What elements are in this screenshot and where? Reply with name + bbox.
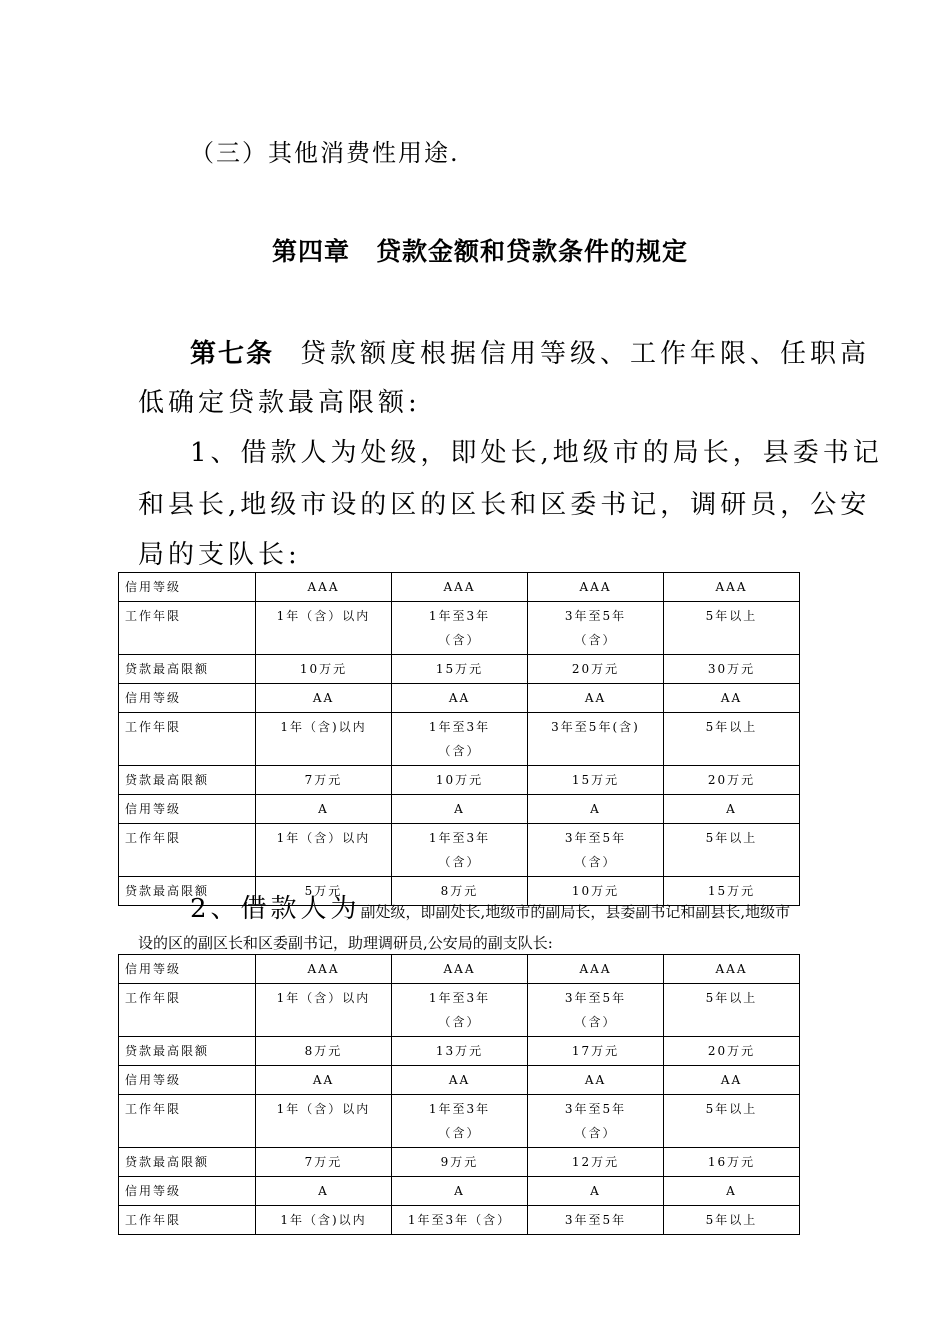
paragraph-2-prefix: 2、借款人为 <box>190 894 361 924</box>
table-cell: 7万元 <box>256 766 392 795</box>
table-cell: 1年（含）以内 <box>256 1095 392 1148</box>
table-cell: 3年至5年 （含） <box>528 1095 664 1148</box>
table-cell: A <box>664 1177 800 1206</box>
paragraph-1-line-3: 局的支队长: <box>138 540 301 570</box>
paragraph-1-line-2: 和县长,地级市设的区的区长和区委书记，调研员，公安 <box>138 490 871 520</box>
table-row <box>119 955 800 984</box>
table-cell: 30万元 <box>664 655 800 684</box>
article-7-text: 贷款额度根据信用等级、工作年限、任职高 <box>300 339 871 369</box>
table-cell: 1年至3年 （含） <box>392 984 528 1037</box>
table-cell: A <box>256 1177 392 1206</box>
table-cell: 20万元 <box>528 655 664 684</box>
table-cell: 1年（含）以内 <box>256 824 392 877</box>
table-cell: 16万元 <box>664 1148 800 1177</box>
table-cell: AA <box>256 1066 392 1095</box>
row-label-cell: 信用等级 <box>119 684 256 713</box>
table-cell: 1年（含)以内 <box>256 713 392 766</box>
table-row <box>119 713 800 766</box>
table-cell: 12万元 <box>528 1148 664 1177</box>
chapter-title: 第四章 贷款金额和贷款条件的规定 <box>272 237 689 266</box>
table-row <box>119 1095 800 1148</box>
table-row <box>119 1037 800 1066</box>
paragraph-2-line-2: 设的区的副区长和区委副书记，助理调研员,公安局的副支队长: <box>138 934 553 952</box>
table-cell: AAA <box>664 955 800 984</box>
table-cell: 1年至3年（含） <box>392 1206 528 1235</box>
table-row <box>119 1066 800 1095</box>
table-cell: AAA <box>256 573 392 602</box>
table-cell: 1年（含)以内 <box>256 1206 392 1235</box>
table-cell: A <box>256 795 392 824</box>
table-cell: AA <box>664 1066 800 1095</box>
table-cell: 3年至5年 （含） <box>528 602 664 655</box>
table-cell: 1年至3年 （含） <box>392 713 528 766</box>
row-label-cell: 信用等级 <box>119 1066 256 1095</box>
table-cell: AAA <box>664 573 800 602</box>
row-label-cell: 信用等级 <box>119 795 256 824</box>
table-cell: 3年至5年 （含） <box>528 824 664 877</box>
table-row <box>119 684 800 713</box>
table-cell: 10万元 <box>528 877 664 906</box>
paragraph-2-text: 副处级，即副处长,地级市的副局长，县委副书记和副县长,地级市 <box>360 903 791 921</box>
row-label-cell: 信用等级 <box>119 573 256 602</box>
table-cell: AAA <box>528 573 664 602</box>
table-cell: 5年以上 <box>664 824 800 877</box>
table-row <box>119 984 800 1037</box>
table-cell: 5万元 <box>256 877 392 906</box>
table-cell: A <box>664 795 800 824</box>
table-cell: AA <box>528 684 664 713</box>
table-row <box>119 795 800 824</box>
row-label-cell: 信用等级 <box>119 1177 256 1206</box>
row-label-cell: 贷款最高限额 <box>119 655 256 684</box>
table-cell: AAA <box>392 573 528 602</box>
row-label-cell: 贷款最高限额 <box>119 766 256 795</box>
row-label-cell: 工作年限 <box>119 984 256 1037</box>
table-row <box>119 602 800 655</box>
row-label-cell: 工作年限 <box>119 1095 256 1148</box>
article-7-heading: 第七条 <box>190 339 275 369</box>
table-row <box>119 1148 800 1177</box>
table-cell: A <box>392 1177 528 1206</box>
table-cell: 8万元 <box>392 877 528 906</box>
loan-limit-table-2 <box>118 954 800 1235</box>
table-cell: AAA <box>256 955 392 984</box>
table-cell: 5年以上 <box>664 1095 800 1148</box>
table-cell: AA <box>392 684 528 713</box>
table-cell: 3年至5年(含) <box>528 713 664 766</box>
table-cell: 10万元 <box>256 655 392 684</box>
table-cell: 13万元 <box>392 1037 528 1066</box>
table-cell: 7万元 <box>256 1148 392 1177</box>
table-cell: AA <box>392 1066 528 1095</box>
table-cell: A <box>392 795 528 824</box>
paragraph-2-line-1 <box>190 888 790 925</box>
table-cell: 15万元 <box>528 766 664 795</box>
table-row <box>119 1206 800 1235</box>
table-cell: 1年（含）以内 <box>256 984 392 1037</box>
table-cell: 9万元 <box>392 1148 528 1177</box>
table-cell: 1年至3年 （含） <box>392 602 528 655</box>
table-row <box>119 766 800 795</box>
row-label-cell: 工作年限 <box>119 1206 256 1235</box>
table-cell: 1年（含）以内 <box>256 602 392 655</box>
row-label-cell: 贷款最高限额 <box>119 877 256 906</box>
table-row <box>119 1177 800 1206</box>
table-row <box>119 824 800 877</box>
table-cell: 8万元 <box>256 1037 392 1066</box>
table-cell: A <box>528 1177 664 1206</box>
row-label-cell: 工作年限 <box>119 602 256 655</box>
paragraph-1-line-1: 1、借款人为处级，即处长,地级市的局长，县委书记 <box>190 438 883 468</box>
table-cell: 15万元 <box>392 655 528 684</box>
table-cell: 1年至3年 （含） <box>392 1095 528 1148</box>
table-cell: 20万元 <box>664 766 800 795</box>
table-cell: AA <box>528 1066 664 1095</box>
item-three-text: （三）其他消费性用途. <box>190 139 460 167</box>
row-label-cell: 贷款最高限额 <box>119 1037 256 1066</box>
article-7-line-1 <box>190 333 870 370</box>
row-label-cell: 工作年限 <box>119 713 256 766</box>
table-cell: AA <box>256 684 392 713</box>
table-cell: A <box>528 795 664 824</box>
table-row <box>119 573 800 602</box>
row-label-cell: 贷款最高限额 <box>119 1148 256 1177</box>
table-cell: AAA <box>528 955 664 984</box>
table-cell: 5年以上 <box>664 602 800 655</box>
table-cell: 5年以上 <box>664 984 800 1037</box>
row-label-cell: 工作年限 <box>119 824 256 877</box>
table-cell: 5年以上 <box>664 1206 800 1235</box>
article-7-line-2: 低确定贷款最高限额: <box>138 388 421 418</box>
table-cell: AA <box>664 684 800 713</box>
table-cell: 17万元 <box>528 1037 664 1066</box>
table-cell: 3年至5年 （含） <box>528 984 664 1037</box>
table-row <box>119 655 800 684</box>
table-cell: 5年以上 <box>664 713 800 766</box>
table-cell: 1年至3年 （含） <box>392 824 528 877</box>
table-cell: 10万元 <box>392 766 528 795</box>
row-label-cell: 信用等级 <box>119 955 256 984</box>
table-cell: 15万元 <box>664 877 800 906</box>
table-cell: 3年至5年 <box>528 1206 664 1235</box>
loan-limit-table-1 <box>118 572 800 906</box>
table-cell: AAA <box>392 955 528 984</box>
table-cell: 20万元 <box>664 1037 800 1066</box>
